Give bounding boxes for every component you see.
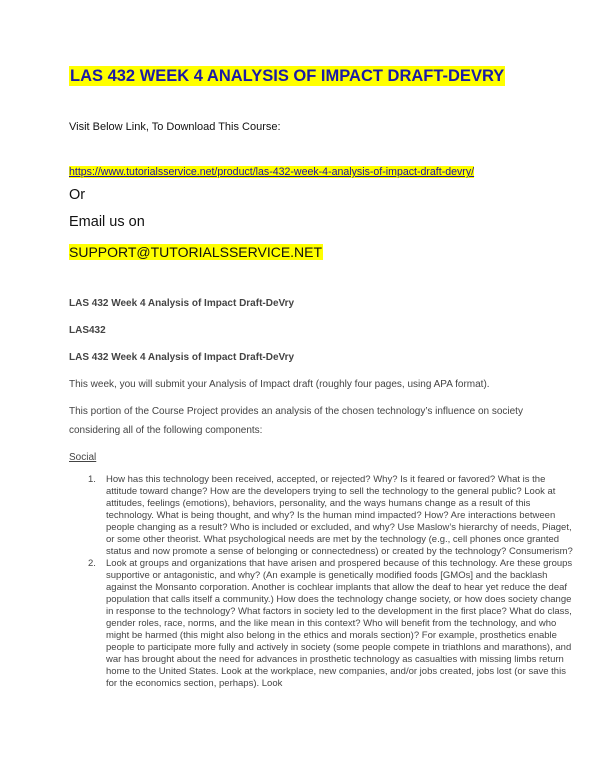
portion-paragraph-line2: considering all of the following components: [69,425,263,436]
heading-course-title: LAS 432 Week 4 Analysis of Impact Draft-DeVry [69,298,295,309]
heading-course-code: LAS432 [69,325,106,336]
portion-paragraph-line1: This portion of the Course Project provides an analysis of the chosen technology’s influence on society [69,406,523,417]
heading-course-title-repeat: LAS 432 Week 4 Analysis of Impact Draft-DeVry [69,352,295,363]
intro-paragraph: This week, you will submit your Analysis of Impact draft (roughly four pages, using APA format). [69,379,490,390]
or-text: Or [69,187,86,203]
list-item-number: 1. [88,474,96,485]
list-item [88,558,576,690]
list-item-number: 2. [88,558,96,569]
visit-text: Visit Below Link, To Download This Course: [69,121,281,133]
email-text: Email us on [69,214,145,230]
social-question-list [69,474,576,690]
support-email[interactable]: SUPPORT@TUTORIALSSERVICE.NET [69,244,323,260]
list-item-text: Look at groups and organizations that have arisen and prospered because of this technology. Are these groups supportive or antagonistic, and why? (An example is genetically modified foods [GMOs] and the backlash against the Monsanto corporation. Another is cochlear implants that allow the deaf to hear yet reduce the deaf population that calls itself a community.) How does the technology change society, or how does society change in response to the technology? What factors in society led to the development in the first place? What do class, gender roles, race, norms, and the like mean in this context? Who will benefit from the technology, and who might be harmed (this might also belong in the ethics and morals section)? For example, prosthetics enable people to participate more fully and actively in society (some people compete in triathlons and marathons), and war has brought about the need for advances in prosthetic technology as casualties with missing limbs return home to the United States. Look at the workplace, new companies, and/or jobs created, jobs lost (or save this for the economics section, perhaps). Look [106,558,573,689]
page-title: LAS 432 WEEK 4 ANALYSIS OF IMPACT DRAFT-DEVRY [70,67,505,85]
list-item [88,474,576,558]
list-item-text: How has this technology been received, accepted, or rejected? Why? Is it feared or favored? What is the attitude toward change? How are the developers trying to sell the technology to the general public? Look at attitudes, feelings (emotions), behaviors, personality, and the ways humans change as a result of this technology. What is being thought, and why? Is the human mind impacted? How? Are interactions between people changing as a result? Who is included or excluded, and why? Use Maslow’s hierarchy of needs, Piaget, or some other theorist. What psychological needs are met by the technology (e.g., cell phones once granted status and now promote a sense of belonging or connectedness) or created by the technology? Consumerism? [106,474,573,557]
section-social-heading: Social [69,452,97,463]
course-link[interactable]: https://www.tutorialsservice.net/product/las-432-week-4-analysis-of-impact-draft-devry/ [69,166,475,178]
